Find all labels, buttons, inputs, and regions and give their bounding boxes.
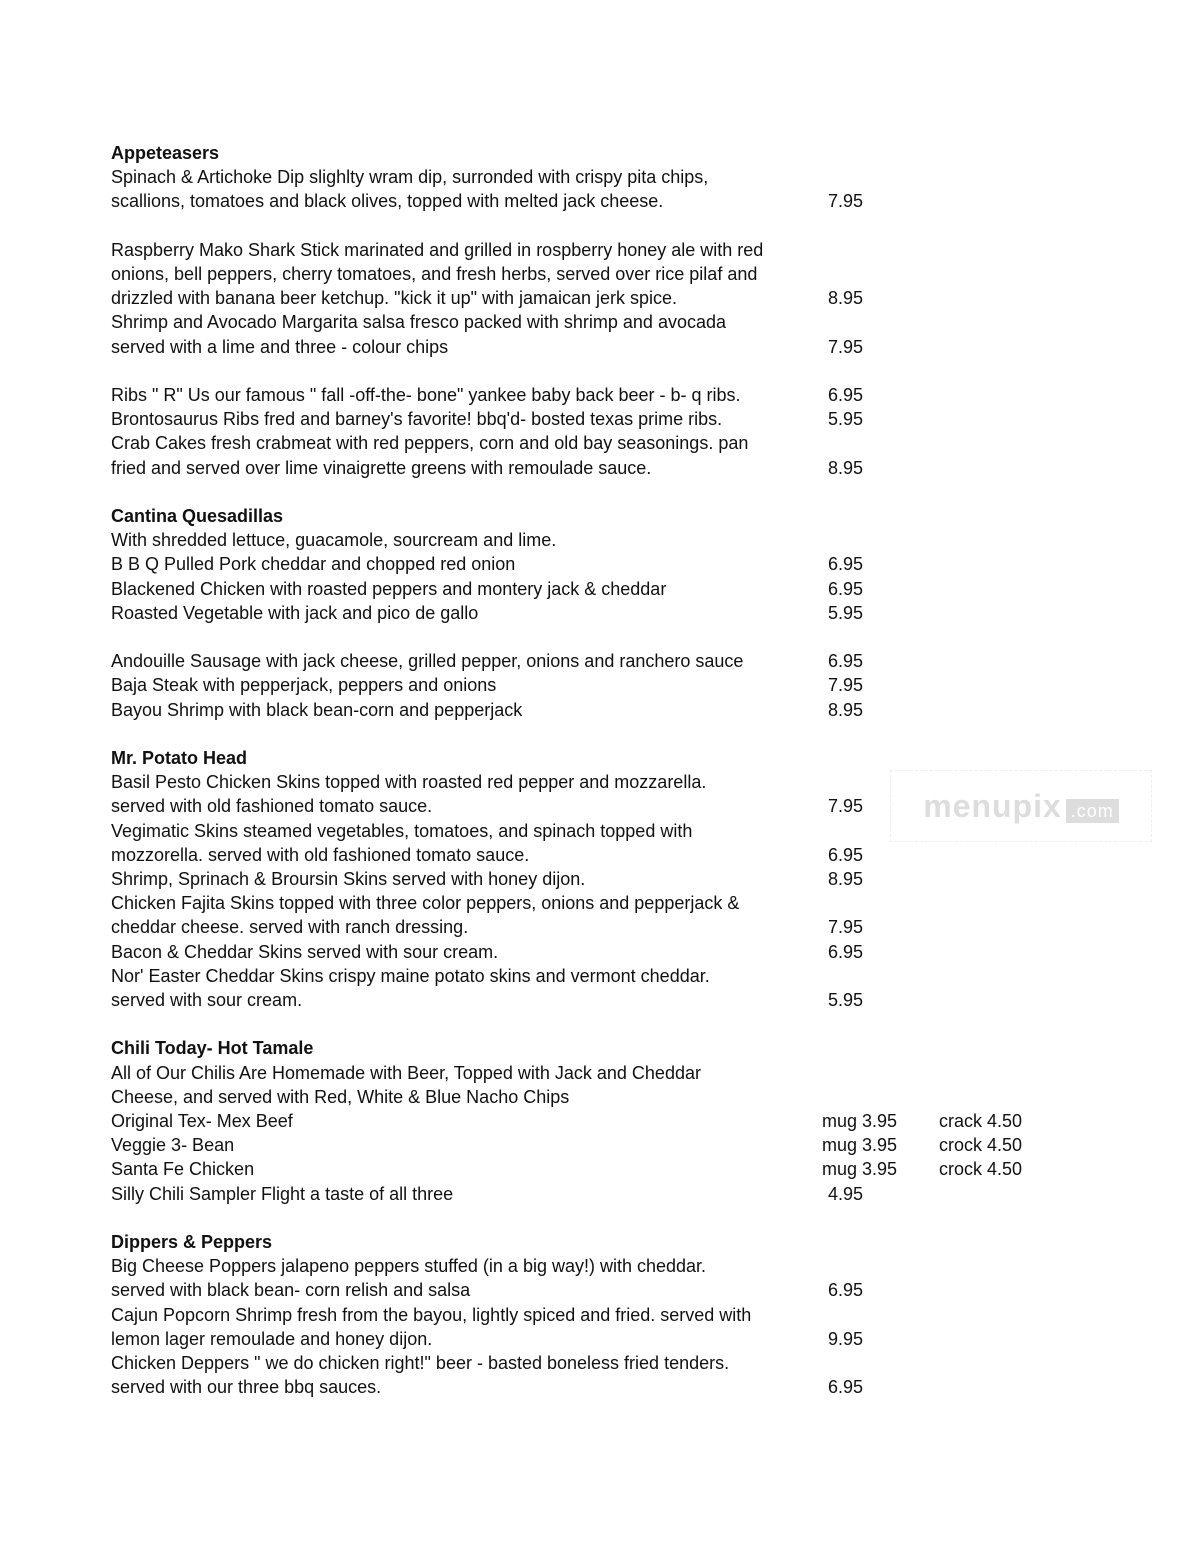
- item-price: 7.95: [828, 796, 864, 817]
- spacer: [111, 359, 1111, 383]
- menu-section: [111, 1036, 1111, 1205]
- item-description: drizzled with banana beer ketchup. "kick it up" with jamaican jerk spice.: [111, 288, 678, 309]
- menu-section: [111, 141, 1111, 480]
- menu-item-line: [111, 189, 1111, 213]
- menu-item-line: [111, 1109, 1111, 1133]
- item-description: Basil Pesto Chicken Skins topped with roasted red pepper and mozzarella.: [111, 772, 707, 793]
- menu-item-line: [111, 1133, 1111, 1157]
- menu-item-line: [111, 940, 1111, 964]
- item-description: cheddar cheese. served with ranch dressing.: [111, 917, 469, 938]
- menu-item-line: [111, 286, 1111, 310]
- section-title: Chili Today- Hot Tamale: [111, 1038, 314, 1059]
- item-description: Vegimatic Skins steamed vegetables, tomatoes, and spinach topped with: [111, 820, 693, 841]
- item-description: Chicken Fajita Skins topped with three color peppers, onions and pepperjack &: [111, 893, 740, 914]
- item-description: Cajun Popcorn Shrimp fresh from the bayou, lightly spiced and fried. served with: [111, 1304, 752, 1325]
- item-price: 6.95: [828, 554, 864, 575]
- menu-item-line: [111, 891, 1111, 915]
- menu-item-line: [111, 819, 1111, 843]
- item-description: fried and served over lime vinaigrette greens with remoulade sauce.: [111, 457, 652, 478]
- watermark-text: menupix: [923, 788, 1062, 824]
- item-price: 6.95: [828, 651, 864, 672]
- menu-item-line: [111, 262, 1111, 286]
- item-description: Shrimp, Sprinach & Broursin Skins served with honey dijon.: [111, 869, 586, 890]
- item-price-crock: crock 4.50: [939, 1135, 1023, 1156]
- menu-item-line: [111, 1351, 1111, 1375]
- item-price: 6.95: [828, 578, 864, 599]
- item-description: Santa Fe Chicken: [111, 1159, 255, 1180]
- item-price: 7.95: [828, 336, 864, 357]
- item-description: Blackened Chicken with roasted peppers and montery jack & cheddar: [111, 578, 667, 599]
- section-title: Dippers & Peppers: [111, 1232, 273, 1253]
- menu-item-line: [111, 988, 1111, 1012]
- menu-item-line: [111, 601, 1111, 625]
- item-description: served with a lime and three - colour chips: [111, 336, 449, 357]
- item-description: Shrimp and Avocado Margarita salsa fresco packed with shrimp and avocada: [111, 312, 726, 333]
- menu-item-line: [111, 867, 1111, 891]
- section-title: Cantina Quesadillas: [111, 506, 284, 526]
- menu-item-line: [111, 673, 1111, 697]
- item-price: mug 3.95: [822, 1135, 898, 1156]
- menu-item-line: [111, 1254, 1111, 1278]
- item-price: 7.95: [828, 675, 864, 696]
- menu-item-line: [111, 964, 1111, 988]
- item-price: 5.95: [828, 409, 864, 430]
- menu-item-line: [111, 383, 1111, 407]
- menu-item-line: [111, 1327, 1111, 1351]
- item-price: 6.95: [828, 385, 864, 405]
- item-price: mug 3.95: [822, 1159, 898, 1180]
- menu-item-line: [111, 1303, 1111, 1327]
- menu-item-line: [111, 1085, 1111, 1109]
- item-description: served with sour cream.: [111, 990, 303, 1011]
- item-price: 7.95: [828, 917, 864, 938]
- menu-item-line: [111, 698, 1111, 722]
- item-price: 8.95: [828, 288, 864, 309]
- item-description: Crab Cakes fresh crabmeat with red peppers, corn and old bay seasonings. pan: [111, 433, 749, 454]
- spacer: [111, 214, 1111, 238]
- section-title: Appeteasers: [111, 143, 220, 163]
- item-price: 6.95: [828, 844, 864, 865]
- menu-item-line: [111, 552, 1111, 576]
- item-description: Bacon & Cheddar Skins served with sour cream.: [111, 941, 499, 962]
- item-description: All of Our Chilis Are Homemade with Beer, Topped with Jack and Cheddar: [111, 1062, 701, 1083]
- menu-item-line: [111, 770, 1111, 794]
- item-description: served with our three bbq sauces.: [111, 1377, 382, 1398]
- item-description: Spinach & Artichoke Dip slighlty wram dip, surronded with crispy pita chips,: [111, 167, 709, 188]
- menu-item-line: [111, 649, 1111, 673]
- menu-page: [111, 141, 1111, 1399]
- item-description: Silly Chili Sampler Flight a taste of all three: [111, 1183, 454, 1204]
- item-price: 8.95: [828, 457, 864, 478]
- item-description: served with black bean- corn relish and salsa: [111, 1280, 471, 1301]
- item-description: With shredded lettuce, guacamole, sourcream and lime.: [111, 530, 557, 551]
- item-price: 6.95: [828, 941, 864, 962]
- item-description: Brontosaurus Ribs fred and barney's favorite! bbq'd- bosted texas prime ribs.: [111, 409, 723, 430]
- item-price: 8.95: [828, 869, 864, 890]
- item-description: Veggie 3- Bean: [111, 1135, 235, 1156]
- item-description: scallions, tomatoes and black olives, topped with melted jack cheese.: [111, 191, 664, 212]
- item-description: Chicken Deppers " we do chicken right!" beer - basted boneless fried tenders.: [111, 1353, 730, 1374]
- menu-item-line: [111, 1375, 1111, 1399]
- spacer: [111, 722, 1111, 746]
- spacer: [111, 1206, 1111, 1230]
- item-description: Big Cheese Poppers jalapeno peppers stuffed (in a big way!) with cheddar.: [111, 1256, 707, 1277]
- item-description: Ribs " R" Us our famous " fall -off-the- bone" yankee baby back beer - b- q ribs.: [111, 385, 741, 405]
- menu-item-line: [111, 1278, 1111, 1302]
- item-description: mozzorella. served with old fashioned tomato sauce.: [111, 844, 530, 865]
- menu-section: [111, 504, 1111, 722]
- watermark-suffix: .com: [1066, 799, 1119, 823]
- menu-item-line: [111, 456, 1111, 480]
- spacer: [111, 625, 1111, 649]
- item-price: 5.95: [828, 990, 864, 1011]
- item-description: Andouille Sausage with jack cheese, grilled pepper, onions and ranchero sauce: [111, 651, 744, 672]
- menu-item-line: [111, 1061, 1111, 1085]
- item-description: Baja Steak with pepperjack, peppers and onions: [111, 675, 497, 696]
- item-price: 5.95: [828, 602, 864, 623]
- menu-item-line: [111, 1182, 1111, 1206]
- section-title: Mr. Potato Head: [111, 748, 248, 768]
- menu-item-line: [111, 310, 1111, 334]
- menu-section: [111, 1230, 1111, 1399]
- spacer: [111, 1012, 1111, 1036]
- item-description: Nor' Easter Cheddar Skins crispy maine potato skins and vermont cheddar.: [111, 965, 710, 986]
- menu-item-line: [111, 528, 1111, 552]
- menu-item-line: [111, 238, 1111, 262]
- item-description: Roasted Vegetable with jack and pico de gallo: [111, 602, 479, 623]
- item-description: Raspberry Mako Shark Stick marinated and grilled in rospberry honey ale with red: [111, 239, 764, 260]
- item-description: served with old fashioned tomato sauce.: [111, 796, 433, 817]
- item-price: 6.95: [828, 1377, 864, 1398]
- item-price-crock: crock 4.50: [939, 1159, 1023, 1180]
- item-description: B B Q Pulled Pork cheddar and chopped red onion: [111, 554, 516, 575]
- item-price: 4.95: [828, 1183, 864, 1204]
- item-price-crock: crack 4.50: [939, 1111, 1023, 1132]
- item-price: mug 3.95: [822, 1111, 898, 1132]
- item-description: Bayou Shrimp with black bean-corn and pepperjack: [111, 699, 523, 720]
- item-description: Original Tex- Mex Beef: [111, 1111, 293, 1132]
- item-price: 6.95: [828, 1280, 864, 1301]
- item-price: 8.95: [828, 699, 864, 720]
- menu-item-line: [111, 407, 1111, 431]
- item-price: 9.95: [828, 1328, 864, 1349]
- item-description: onions, bell peppers, cherry tomatoes, and fresh herbs, served over rice pilaf and: [111, 264, 758, 284]
- spacer: [111, 480, 1111, 504]
- item-description: Cheese, and served with Red, White & Blue Nacho Chips: [111, 1086, 570, 1107]
- item-price: 7.95: [828, 191, 864, 212]
- menu-item-line: [111, 165, 1111, 189]
- menu-section: [111, 746, 1111, 1012]
- menu-item-line: [111, 794, 1111, 818]
- menu-item-line: [111, 431, 1111, 455]
- menu-item-line: [111, 843, 1111, 867]
- menu-item-line: [111, 1157, 1111, 1181]
- menu-item-line: [111, 577, 1111, 601]
- item-description: lemon lager remoulade and honey dijon.: [111, 1328, 433, 1349]
- menu-item-line: [111, 335, 1111, 359]
- menu-item-line: [111, 915, 1111, 939]
